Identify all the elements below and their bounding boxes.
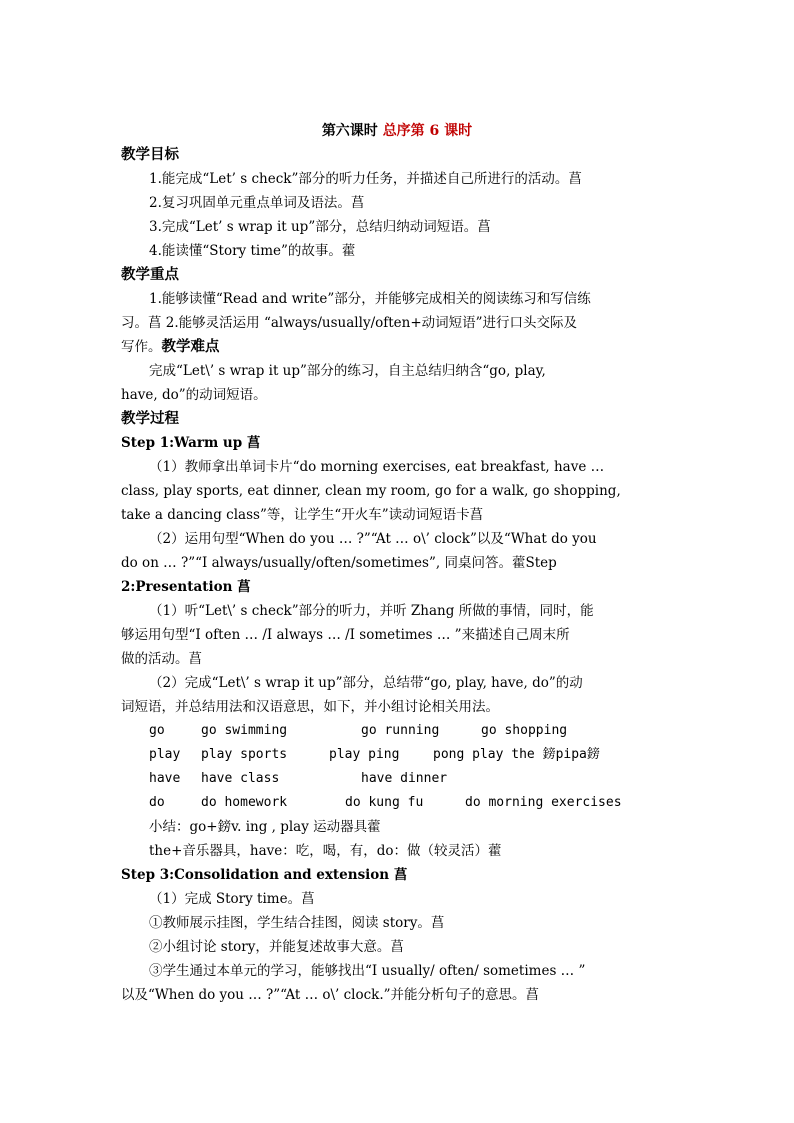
paragraph-line: 习。菖 2.能够灵活运用 “always/usually/often+动词短语”进行口头交际及 <box>121 315 578 331</box>
paragraph-line: ②小组讨论 story，并能复述故事大意。菖 <box>149 939 404 955</box>
phrase-cell: pong play the 鎊pipa鎊 <box>433 747 600 762</box>
phrase-cell: go <box>149 723 165 738</box>
paragraph-line: 完成“Let\’ s wrap it up”部分的练习，自主总结归纳含“go, play, <box>149 363 546 379</box>
paragraph-line: （1）教师拿出单词卡片“do morning exercises, eat breakfast, have … <box>149 459 605 475</box>
title-lesson-number: 总序第 6 课时 <box>382 123 473 139</box>
summary-line: the+音乐器具，have：吃，喝，有，do：做（较灵活）藿 <box>149 843 502 859</box>
phrase-cell: go running <box>361 723 440 738</box>
paragraph-line: 1.能够读懂“Read and write”部分，并能够完成相关的阅读练习和写信练 <box>149 291 591 307</box>
paragraph-line: 做的活动。菖 <box>121 651 202 667</box>
step-heading: Step 1:Warm up 菖 <box>121 435 261 451</box>
heading-objectives: 教学目标 <box>121 146 179 163</box>
paragraph-line: （1）听“Let\’ s check”部分的听力，并听 Zhang 所做的事情，同时，能 <box>149 603 594 619</box>
phrase-cell: do kung fu <box>345 795 424 810</box>
paragraph-line: （1）完成 Story time。菖 <box>149 891 315 907</box>
phrase-row <box>121 719 676 743</box>
heading-key-points: 教学重点 <box>121 266 179 283</box>
paragraph-line: （2）运用句型“When do you … ?”“At … o\’ clock”以及“What do you <box>149 531 597 547</box>
phrase-cell: have <box>149 771 181 786</box>
summary-line: 小结：go+鎊v. ing , play 运动器具藿 <box>149 819 381 835</box>
page-title <box>0 120 794 140</box>
objective-item: 3.完成“Let’ s wrap it up”部分，总结归纳动词短语。菖 <box>149 219 491 235</box>
step-heading: Step 3:Consolidation and extension 菖 <box>121 867 408 883</box>
paragraph-line: class, play sports, eat dinner, clean my room, go for a walk, go shopping, <box>121 483 621 499</box>
paragraph-line: have, do”的动词短语。 <box>121 387 267 403</box>
objective-item: 1.能完成“Let’ s check”部分的听力任务，并描述自己所进行的活动。菖 <box>149 171 582 187</box>
phrase-row <box>121 743 676 767</box>
paragraph-line: ③学生通过本单元的学习，能够找出“I usually/ often/ sometimes … ” <box>149 963 586 979</box>
step-heading: 2:Presentation 菖 <box>121 579 251 595</box>
paragraph-line: do on … ?”“I always/usually/often/sometimes”, 同桌问答。藿Step <box>121 555 557 571</box>
paragraph-line: ①教师展示挂图，学生结合挂图，阅读 story。菖 <box>149 915 445 931</box>
heading-difficulties: 教学难点 <box>161 338 220 355</box>
phrase-cell: go shopping <box>481 723 568 738</box>
phrase-cell: do <box>149 795 165 810</box>
phrase-cell: play sports <box>201 747 288 762</box>
phrase-cell: play ping <box>329 747 400 762</box>
phrase-row <box>121 767 676 791</box>
objective-item: 2.复习巩固单元重点单词及语法。菖 <box>149 195 365 211</box>
objective-item: 4.能读懂“Story time”的故事。藿 <box>149 243 356 259</box>
paragraph-text: 写作。 <box>121 339 162 355</box>
phrase-cell: do homework <box>201 795 288 810</box>
phrase-cell: play <box>149 747 181 762</box>
phrase-cell: go swimming <box>201 723 288 738</box>
paragraph-line: 词短语，并总结用法和汉语意思，如下，并小组讨论相关用法。 <box>121 699 499 715</box>
document-body <box>121 143 676 1007</box>
paragraph-line: take a dancing class”等，让学生“开火车”读动词短语卡菖 <box>121 507 484 523</box>
paragraph-line: （2）完成“Let\’ s wrap it up”部分，总结带“go, play, have, do”的动 <box>149 675 583 691</box>
paragraph-line <box>121 335 676 359</box>
phrase-row <box>121 791 676 815</box>
phrase-cell: have dinner <box>361 771 448 786</box>
paragraph-line: 够运用句型“I often … /I always … /I sometimes … ”来描述自己周末所 <box>121 627 570 643</box>
paragraph-line: 以及“When do you … ?”“At … o\’ clock.”并能分析句子的意思。菖 <box>121 987 540 1003</box>
title-prefix: 第六课时 <box>321 123 383 139</box>
phrase-cell: have class <box>201 771 280 786</box>
heading-process: 教学过程 <box>121 410 179 427</box>
phrase-cell: do morning exercises <box>465 795 622 810</box>
